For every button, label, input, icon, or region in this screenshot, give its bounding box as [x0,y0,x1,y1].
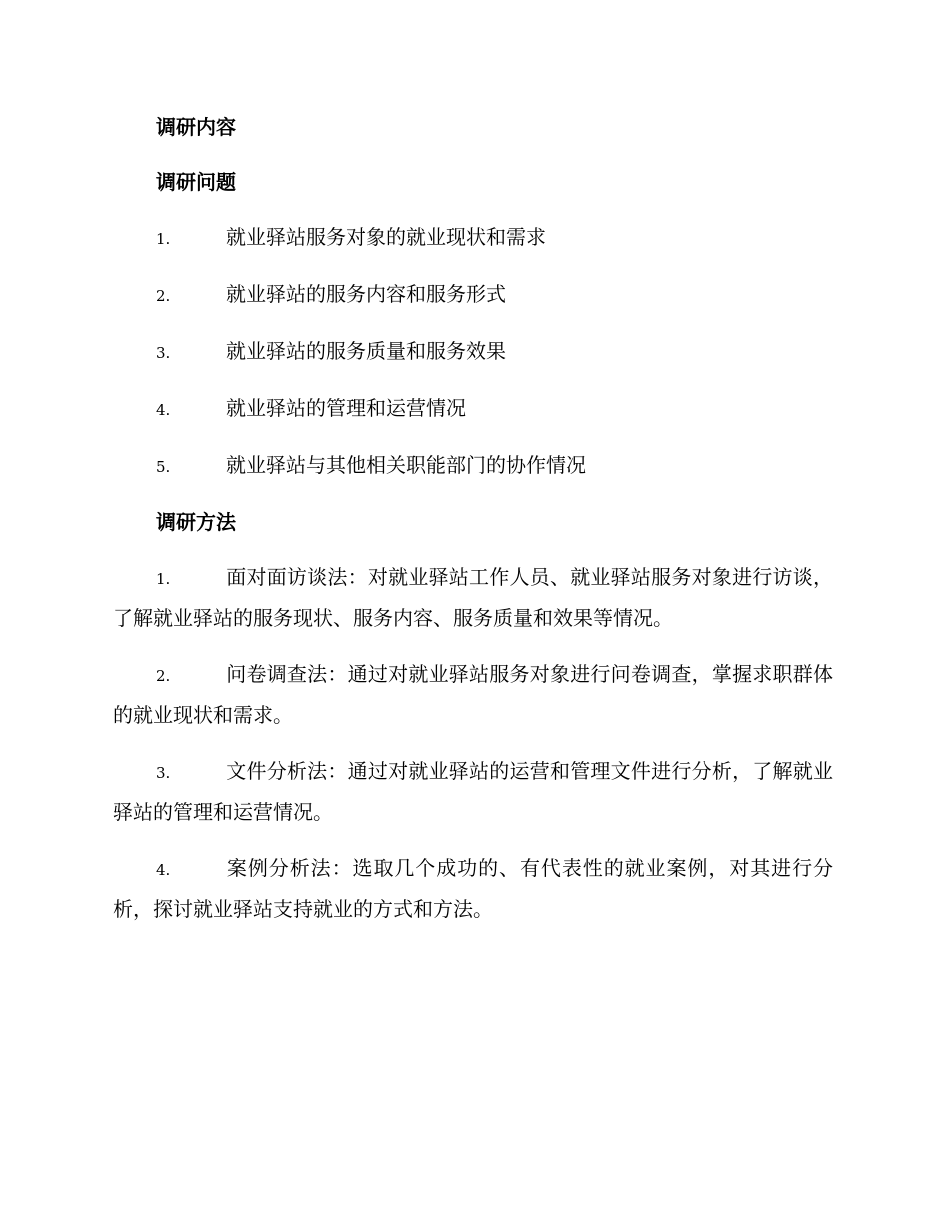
list-number: 3. [156,344,171,362]
list-text: 问卷调查法：通过对就业驿站服务对象进行问卷调查，掌握求职群体的就业现状和需求。 [113,662,833,727]
method-item-3 [113,752,833,832]
question-item-1 [113,218,833,258]
method-item-4 [113,849,833,929]
question-item-4 [113,389,833,429]
document-page [113,108,833,946]
list-text: 就业驿站与其他相关职能部门的协作情况 [226,453,586,477]
list-number: 1. [156,230,171,248]
question-item-2 [113,275,833,315]
list-number: 2. [156,667,171,685]
list-text: 就业驿站的服务质量和服务效果 [226,339,506,363]
section-heading-content: 调研内容 [156,115,236,139]
list-text: 就业驿站服务对象的就业现状和需求 [226,225,546,249]
section-heading-questions: 调研问题 [156,170,236,194]
list-number: 2. [156,287,171,305]
section-heading-methods: 调研方法 [156,510,236,534]
list-text: 就业驿站的服务内容和服务形式 [226,282,506,306]
list-text: 案例分析法：选取几个成功的、有代表性的就业案例，对其进行分析，探讨就业驿站支持就业的方式和方法。 [113,856,833,921]
list-number: 4. [156,401,171,419]
question-item-5 [113,446,833,486]
list-number: 5. [156,458,171,476]
method-item-1 [113,558,833,638]
list-number: 4. [156,861,171,879]
list-text: 面对面访谈法：对就业驿站工作人员、就业驿站服务对象进行访谈，了解就业驿站的服务现状、服务内容、服务质量和效果等情况。 [113,565,833,630]
list-number: 3. [156,764,171,782]
list-number: 1. [156,570,171,588]
method-item-2 [113,655,833,735]
list-text: 就业驿站的管理和运营情况 [226,396,466,420]
list-text: 文件分析法：通过对就业驿站的运营和管理文件进行分析，了解就业驿站的管理和运营情况。 [113,759,833,824]
question-item-3 [113,332,833,372]
